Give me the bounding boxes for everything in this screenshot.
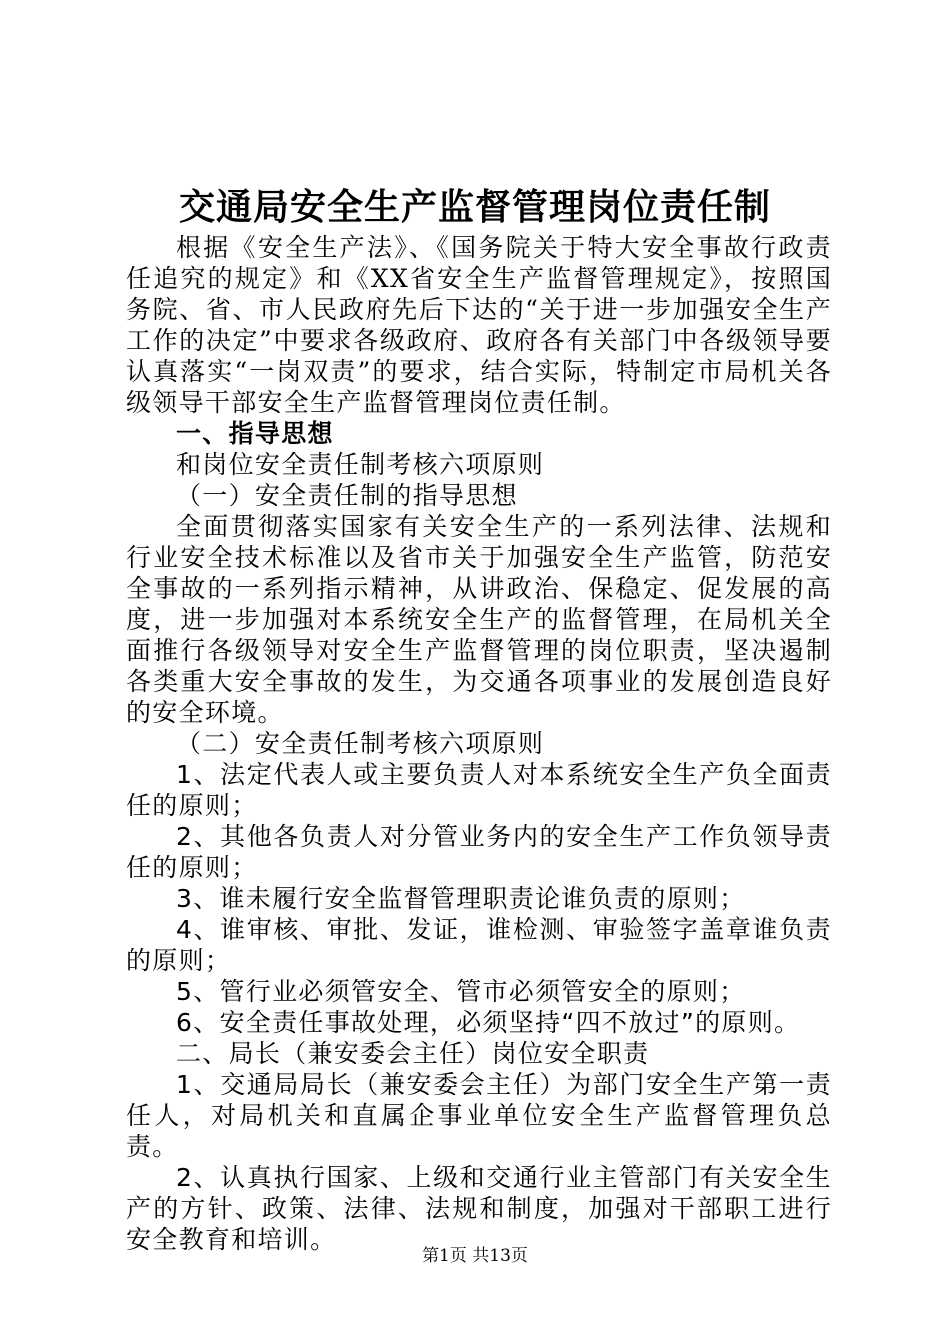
principle-item-3: 3、谁未履行安全监督管理职责论谁负责的原则； (176, 884, 746, 913)
section-heading-guiding-principle: 一、指导思想 (176, 419, 334, 448)
section-subtitle: 和岗位安全责任制考核六项原则 (176, 450, 545, 479)
section-heading-director-duties: 二、局长（兼安委会主任）岗位安全职责 (176, 1039, 650, 1068)
principle-item-2: 2、其他各负责人对分管业务内的安全生产工作负领导责任的原则； (126, 822, 832, 882)
document-body (126, 232, 832, 1255)
subsection-heading-2: （二）安全责任制考核六项原则 (176, 729, 545, 758)
guiding-principle-paragraph: 全面贯彻落实国家有关安全生产的一系列法律、法规和行业安全技术标准以及省市关于加强安全生产监管，防范安全事故的一系列指示精神，从讲政治、保稳定、促发展的高度，进一步加强对本系统安全生产的监督管理，在局机关全面推行各级领导对安全生产监督管理的岗位职责，坚决遏制各类重大安全事故的发生，为交通各项事业的发展创造良好的安全环境。 (126, 512, 832, 727)
principle-item-4: 4、谁审核、审批、发证，谁检测、审验签字盖章谁负责的原则； (126, 915, 832, 975)
subsection-heading-1: （一）安全责任制的指导思想 (176, 481, 518, 510)
principle-item-1: 1、法定代表人或主要负责人对本系统安全生产负全面责任的原则； (126, 760, 832, 820)
intro-paragraph: 根据《安全生产法》、《国务院关于特大安全事故行政责任追究的规定》和《XX省安全生产监督管理规定》，按照国务院、省、市人民政府先后下达的“关于进一步加强安全生产工作的决定”中要求各级政府、政府各有关部门中各级领导要认真落实“一岗双责”的要求，结合实际，特制定市局机关各级领导干部安全生产监督管理岗位责任制。 (126, 233, 832, 417)
document-title: 交通局安全生产监督管理岗位责任制 (178, 186, 771, 228)
principle-item-6: 6、安全责任事故处理，必须坚持“四不放过”的原则。 (176, 1008, 801, 1037)
director-duty-item-1: 1、交通局局长（兼安委会主任）为部门安全生产第一责任人，对局机关和直属企事业单位安全生产监督管理负总责。 (126, 1070, 832, 1161)
page-number-footer: 第1页 共13页 (422, 1246, 528, 1266)
director-duty-item-2: 2、认真执行国家、上级和交通行业主管部门有关安全生产的方针、政策、法律、法规和制度，加强对干部职工进行安全教育和培训。 (126, 1163, 832, 1254)
principle-item-5: 5、管行业必须管安全、管市必须管安全的原则； (176, 977, 746, 1006)
